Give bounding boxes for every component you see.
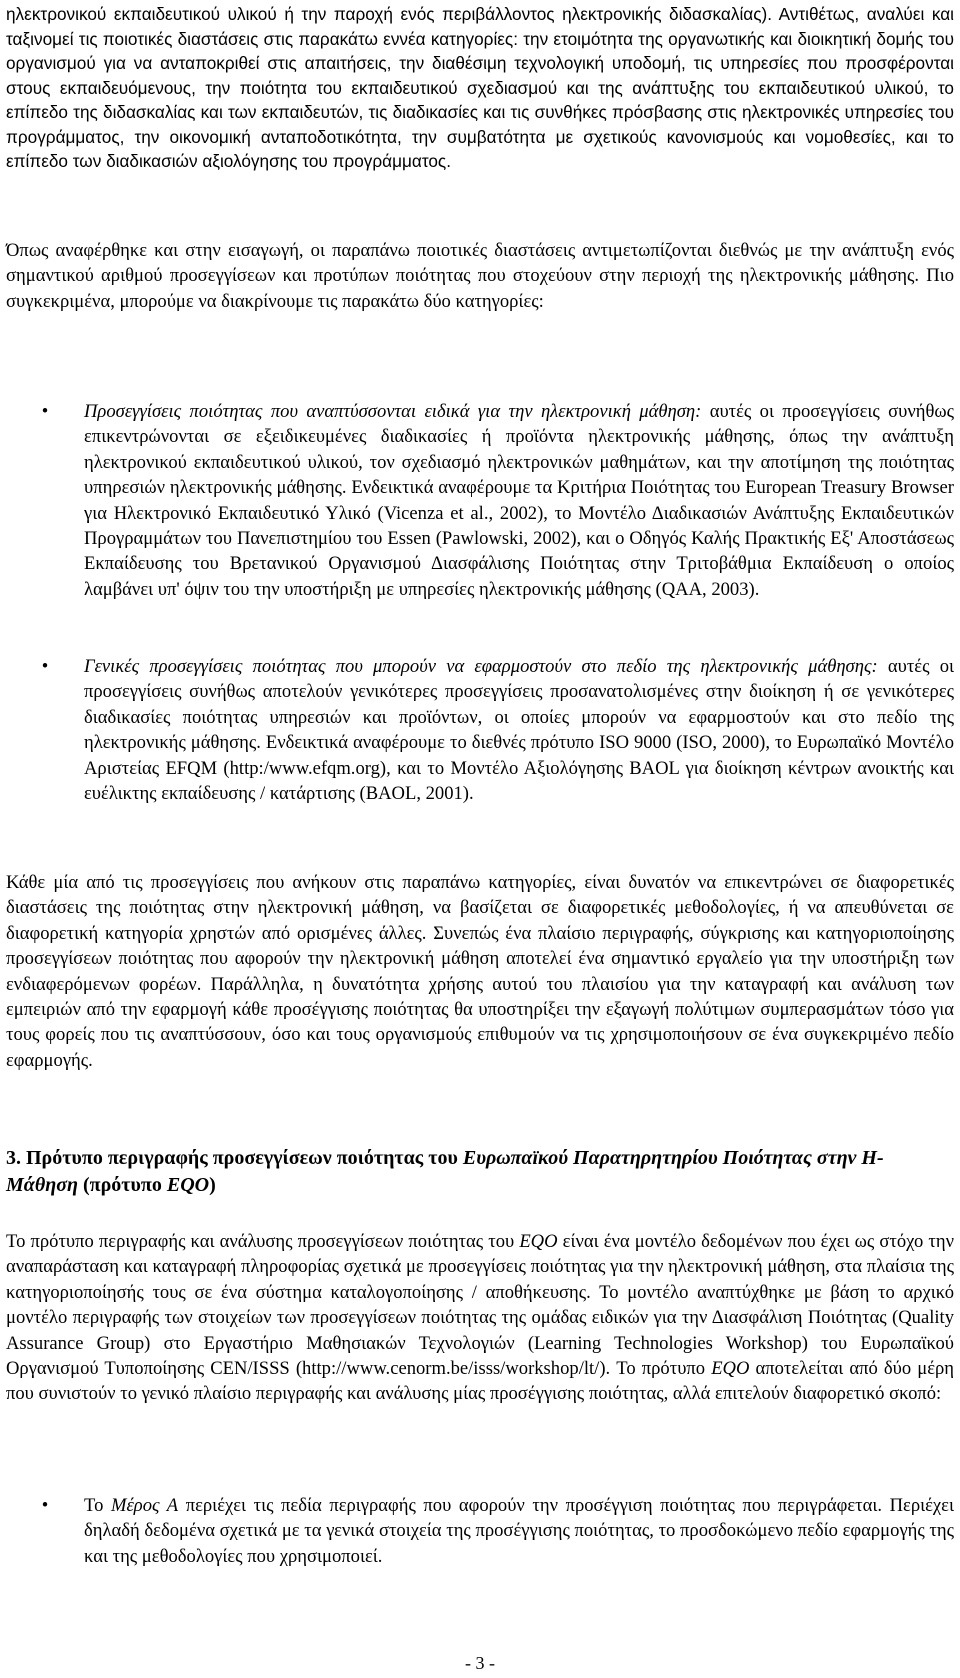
bullet-dot: • (41, 656, 49, 677)
eqo-label: EQO (711, 1358, 750, 1380)
page-number: - 3 - (465, 1653, 495, 1673)
heading-number: 3. Πρότυπο περιγραφής προσεγγίσεων ποιότητας του (6, 1147, 463, 1169)
bullet-dot: • (41, 1495, 49, 1516)
heading-italic: Ευρωπαϊκού Παρατηρητηρίου Ποιότητας στην Η-Μάθηση (6, 1147, 884, 1196)
bullet-item-part-a (41, 1493, 954, 1569)
paragraph-text: Όπως αναφέρθηκε και στην εισαγωγή, οι παραπάνω ποιοτικές διαστάσεις αντιμετωπίζονται διεθνώς με την ανάπτυξη ενός σημαντικού αριθμού προσεγγίσεων και προτύπων ποιότητας που στοχεύουν στην περιοχή της ηλεκτρονικής μάθησης. Πιο συγκεκριμένα, μπορούμε να διακρίνουμε τις παρακάτω δύο κατηγορίες: (6, 240, 954, 312)
bullet-text: Το (84, 1495, 111, 1516)
heading-mid: (πρότυπο (77, 1174, 167, 1196)
paragraph-text: είναι ένα μοντέλο δεδομένων που έχει ως στόχο την αναπαράσταση και καταγραφή πληροφορίας σχετικά με προσεγγίσεις ποιότητας για την ηλεκτρονική μάθηση, στα πλαίσια της κατηγοριοποίησής τους σε ένα σύστημα καταλογοποίησης / αποθήκευσης. Το μοντέλο αναπτύχθηκε με βάση το αρχικό μοντέλο περιγραφής των στοιχείων των προσεγγίσεων ποιότητας της ομάδας ειδικών για την Διασφάλιση Ποιότητας (Quality Assurance Group) στο Εργαστήριο Μαθησιακών Τεχνολογιών (Learning Technologies Workshop) του Ευρωπαϊκού Οργανισμού Τυποποίησης CEN/ISSS (http://www.cenorm.be/isss/workshop/lt/). Το πρότυπο (6, 1231, 954, 1380)
bullet-lead: Προσεγγίσεις ποιότητας που αναπτύσσονται ειδικά για την ηλεκτρονική μάθηση: (84, 401, 702, 422)
paragraph-text: αποτελείται από δύο μέρη που συνιστούν το γενικό πλαίσιο περιγραφής και ανάλυσης μίας προσέγγισης ποιότητας, αλλά επιτελούν διαφορετικό σκοπό: (6, 1358, 954, 1405)
bullet-lead: Γενικές προσεγγίσεις ποιότητας που μπορούν να εφαρμοστούν στο πεδίο της ηλεκτρονικής μάθησης: (84, 656, 878, 677)
heading-end: ) (209, 1174, 216, 1196)
bullet-item-general (41, 654, 954, 806)
paragraph-text: Κάθε μία από τις προσεγγίσεις που ανήκουν στις παραπάνω κατηγορίες, είναι δυνατόν να επικεντρώνει σε διαφορετικές διαστάσεις της ποιότητας στην ηλεκτρονική μάθηση, να βασίζεται σε διαφορετικές μεθοδολογίες, ή να απευθύνεται σε διαφορετική κατηγορία χρηστών από ορισμένες άλλες. Συνεπώς ένα πλαίσιο περιγραφής, σύγκρισης και κατηγοριοποίησης προσεγγίσεων ποιότητας που αφορούν την ηλεκτρονική μάθηση αποτελεί ένα σημαντικό εργαλείο για την υποστήριξη των ενδιαφερόμενων φορέων. Παράλληλα, η δυνατότητα χρήσης αυτού του πλαισίου για την καταγραφή και ανάλυση των εμπειριών από την εφαρμογή κάθε προσέγγισης ποιότητας θα υποστηρίξει την εξαγωγή πολύτιμων συμπερασμάτων τόσο για τους φορείς που τις αναπτύσσουν, όσο και τους οργανισμούς επιθυμούν να τις χρησιμοποιήσουν σε ένα συγκεκριμένο πεδίο εφαρμογής. (6, 872, 954, 1071)
intro-line: ηλεκτρονικού εκπαιδευτικού υλικού ή την παροχή ενός περιβάλλοντος ηλεκτρονικής διδασκαλίας). (6, 4, 772, 24)
intro-paragraph (6, 2, 954, 174)
intro-text: Αντιθέτως, αναλύει και ταξινομεί τις ποιοτικές διαστάσεις στις παρακάτω εννέα κατηγορίες: την ετοιμότητα της οργανωτικής και διοικητική δομής του οργανισμού για να ανταποκριθεί στις απαιτήσεις, την διαθέσιμη τεχνολογική υποδομή, τις υπηρεσίες που προσφέρονται στους εκπαιδευόμενους, την ποιότητα του εκπαιδευτικού σχεδιασμού και της ανάπτυξης του εκπαιδευτικού υλικού, το επίπεδο της διδασκαλίας και των εκπαιδευτών, τις διαδικασίες και τις συνθήκες πρόσβασης στις ηλεκτρονικές υπηρεσίες του προγράμματος, την οικονομική ανταποδοτικότητα, την συμβατότητα με σχετικούς κανονισμούς και νομοθεσίες, και το επίπεδο των διαδικασιών αξιολόγησης του προγράμματος. (6, 4, 954, 171)
heading-italic: EQO (166, 1174, 210, 1196)
part-a-label: Μέρος Α (110, 1495, 179, 1516)
bullet-body: αυτές οι προσεγγίσεις συνήθως αποτελούν γενικότερες προσεγγίσεις προσανατολισμένες στην διοίκηση ή σε γενικότερες διαδικασίες ποιότητας υπηρεσιών και προϊόντων, οι οποίες μπορούν να εφαρμοστούν και στο πεδίο της ηλεκτρονικής μάθησης. Ενδεικτικά αναφέρουμε το διεθνές πρότυπο ISO 9000 (ISO, 2000), το Ευρωπαϊκό Μοντέλο Αριστείας EFQM (http:/www.efqm.org), και το Μοντέλο Αξιολόγησης BAOL για διοίκηση κέντρων ανοικτής και ευέλικτης εκπαίδευσης / κατάρτισης (BAOL, 2001). (84, 656, 954, 805)
bullet-body: αυτές οι προσεγγίσεις συνήθως επικεντρώνονται σε εξειδικευμένες διαδικασίες ή προϊόντα ηλεκτρονικής μάθησης, όπως την ανάπτυξη ηλεκτρονικού εκπαιδευτικού υλικού, τον σχεδιασμό ηλεκτρονικών μαθημάτων, και την αποτίμηση της ποιότητας υπηρεσιών ηλεκτρονικής μάθησης. Ενδεικτικά αναφέρουμε τα Κριτήρια Ποιότητας του European Treasury Browser για Ηλεκτρονικό Εκπαιδευτικό Υλικό (Vicenza et al., 2002), το Μοντέλο Διαδικασιών Ανάπτυξης Εκπαιδευτικών Προγραμμάτων του Πανεπιστημίου του Essen (Pawlowski, 2002), και ο Οδηγός Καλής Πρακτικής Εξ' Αποστάσεως Εκπαίδευσης του Βρετανικού Οργανισμού Διασφάλισης Ποιότητας στην Τριτοβάθμια Εκπαίδευση ο οποίος λαμβάνει υπ' όψιν του την υποστήριξη με υπηρεσίες ηλεκτρονικής μάθησης (QAA, 2003). (84, 401, 954, 600)
paragraph-text: Το πρότυπο περιγραφής και ανάλυσης προσεγγίσεων ποιότητας του (6, 1231, 520, 1252)
paragraph-eqo-model (6, 1229, 954, 1407)
section-heading (6, 1145, 954, 1199)
paragraph-categories (6, 238, 954, 314)
paragraph-framework (6, 870, 954, 1073)
bullet-text: περιέχει τις πεδία περιγραφής που αφορούν την προσέγγιση ποιότητας που περιγράφεται. Περιέχει δηλαδή δεδομένα σχετικά με τα γενικά στοιχεία της προσέγγισης ποιότητας, το προσδοκώμενο πεδίο εφαρμογής της και της μεθοδολογίες που χρησιμοποιεί. (84, 1495, 954, 1567)
eqo-label: EQO (519, 1231, 558, 1252)
bullet-item-specific (41, 399, 954, 602)
bullet-dot: • (41, 401, 49, 422)
